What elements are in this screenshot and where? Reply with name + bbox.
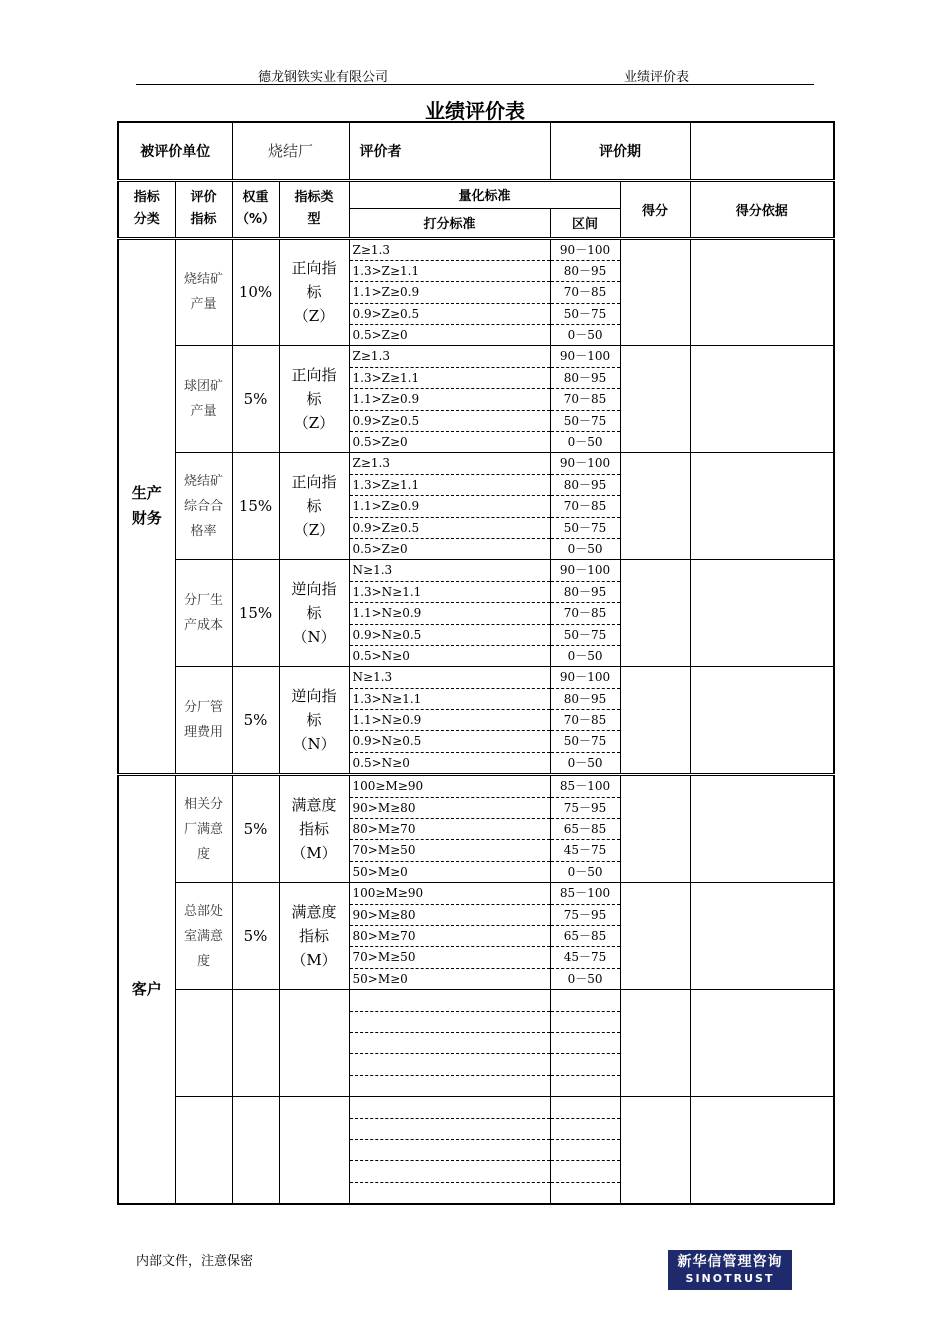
score-cell[interactable]: [620, 883, 690, 990]
basis-cell[interactable]: [690, 560, 834, 667]
col-category: 指标 分类: [118, 180, 175, 238]
standard-line: [350, 1140, 550, 1161]
indicator-type: 满意度 指标 （M）: [279, 775, 349, 883]
info-row: [118, 122, 834, 180]
range-line: 90－100: [551, 453, 620, 474]
weight-value: [232, 1097, 279, 1204]
standard-line: 1.3>Z≥1.1: [350, 261, 550, 282]
weight-value: 5%: [232, 883, 279, 990]
weight-value: 15%: [232, 560, 279, 667]
range-line: 80－95: [551, 689, 620, 710]
range-line: 75－95: [551, 798, 620, 819]
standard-line: 0.9>N≥0.5: [350, 625, 550, 646]
range-line: 80－95: [551, 475, 620, 496]
standard-line: [350, 1119, 550, 1140]
scoring-standard: [349, 990, 550, 1097]
range-line: [551, 1097, 620, 1118]
standard-line: 1.1>N≥0.9: [350, 603, 550, 624]
standard-line: [350, 1033, 550, 1054]
scoring-standard: [349, 238, 550, 346]
basis-cell[interactable]: [690, 775, 834, 883]
range-line: 85－100: [551, 883, 620, 904]
score-range: [550, 560, 620, 667]
evaluation-table: [117, 121, 835, 1205]
score-cell[interactable]: [620, 453, 690, 560]
scoring-standard: [349, 346, 550, 453]
range-line: 0－50: [567, 864, 603, 879]
range-line: 45－75: [551, 947, 620, 968]
score-cell[interactable]: [620, 775, 690, 883]
range-line: [551, 1033, 620, 1054]
range-line: 70－85: [551, 389, 620, 410]
standard-line: 0.5>Z≥0: [352, 328, 408, 343]
indicator-row: [118, 775, 834, 883]
standard-line: 1.1>N≥0.9: [350, 710, 550, 731]
weight-value: [232, 990, 279, 1097]
indicator-row: [118, 990, 834, 1097]
standard-line: Z≥1.3: [350, 453, 550, 474]
range-line: 90－100: [551, 346, 620, 367]
standard-line: N≥1.3: [350, 667, 550, 688]
score-range: [550, 453, 620, 560]
standard-line: Z≥1.3: [350, 346, 550, 367]
standard-line: 1.3>N≥1.1: [350, 689, 550, 710]
indicator-row: [118, 883, 834, 990]
score-range: [550, 1097, 620, 1204]
col-indicator: 评价 指标: [175, 180, 232, 238]
standard-line: 0.5>Z≥0: [352, 435, 408, 450]
indicator-row: [118, 1097, 834, 1204]
col-weight: 权重 （%）: [232, 180, 279, 238]
indicator-row: [118, 453, 834, 560]
indicator-type: 正向指 标 （Z）: [279, 238, 349, 346]
standard-line: 1.3>Z≥1.1: [350, 368, 550, 389]
indicator-type: 满意度 指标 （M）: [279, 883, 349, 990]
basis-cell[interactable]: [690, 453, 834, 560]
standard-line: 80>M≥70: [350, 926, 550, 947]
col-basis: 得分依据: [690, 180, 834, 238]
range-line: 50－75: [551, 625, 620, 646]
weight-value: 15%: [232, 453, 279, 560]
score-cell[interactable]: [620, 238, 690, 346]
range-line: [551, 1119, 620, 1140]
indicator-name: 烧结矿 综合合 格率: [175, 453, 232, 560]
range-line: 90－100: [551, 240, 620, 261]
indicator-type: 逆向指 标 （N）: [279, 667, 349, 775]
indicator-name: 分厂管 理费用: [175, 667, 232, 775]
indicator-row: [118, 238, 834, 346]
col-quant: 量化标准: [349, 180, 620, 208]
score-cell[interactable]: [620, 1097, 690, 1204]
basis-cell[interactable]: [690, 990, 834, 1097]
scoring-standard: [349, 453, 550, 560]
col-range: 区间: [550, 208, 620, 238]
basis-cell[interactable]: [690, 883, 834, 990]
range-line: 0－50: [567, 541, 603, 556]
weight-value: 5%: [232, 667, 279, 775]
indicator-name: [175, 1097, 232, 1204]
range-line: [551, 1054, 620, 1075]
header-doc-name: 业绩评价表: [624, 70, 690, 85]
standard-line: 90>M≥80: [350, 905, 550, 926]
basis-cell[interactable]: [690, 1097, 834, 1204]
standard-line: 0.9>Z≥0.5: [350, 411, 550, 432]
weight-value: 5%: [232, 775, 279, 883]
range-line: 90－100: [551, 560, 620, 581]
range-line: 50－75: [551, 518, 620, 539]
standard-line: 100≥M≥90: [350, 883, 550, 904]
score-cell[interactable]: [620, 346, 690, 453]
standard-line: 1.3>N≥1.1: [350, 582, 550, 603]
standard-line: 1.3>Z≥1.1: [350, 475, 550, 496]
standard-line: 100≥M≥90: [350, 776, 550, 797]
standard-line: 80>M≥70: [350, 819, 550, 840]
indicator-type: 正向指 标 （Z）: [279, 346, 349, 453]
unit-label: 被评价单位: [118, 122, 232, 180]
range-line: 75－95: [551, 905, 620, 926]
range-line: [551, 1183, 620, 1203]
range-line: [551, 1012, 620, 1033]
score-range: [550, 775, 620, 883]
indicator-name: 分厂生 产成本: [175, 560, 232, 667]
standard-line: 70>M≥50: [350, 840, 550, 861]
indicator-name: 烧结矿 产量: [175, 238, 232, 346]
unit-value[interactable]: 烧结厂: [232, 122, 349, 180]
range-line: 0－50: [567, 971, 603, 986]
score-cell[interactable]: [620, 560, 690, 667]
standard-line: [350, 1076, 550, 1096]
range-line: 65－85: [551, 926, 620, 947]
basis-cell[interactable]: [690, 667, 834, 775]
standard-line: [350, 1012, 550, 1033]
score-cell[interactable]: [620, 667, 690, 775]
header-rule: [136, 84, 814, 85]
standard-line: 50>M≥0: [352, 971, 408, 986]
standard-line: 0.9>Z≥0.5: [350, 304, 550, 325]
col-score: 得分: [620, 180, 690, 238]
basis-cell[interactable]: [690, 238, 834, 346]
standard-line: 0.9>Z≥0.5: [350, 518, 550, 539]
indicator-name: 总部处 室满意 度: [175, 883, 232, 990]
indicator-row: [118, 560, 834, 667]
score-range: [550, 238, 620, 346]
sinotrust-logo: 新华信管理咨询 SINOTRUST: [668, 1250, 792, 1290]
period-label: 评价期: [550, 122, 690, 180]
range-line: 50－75: [551, 731, 620, 752]
range-line: 70－85: [551, 603, 620, 624]
scoring-standard: [349, 883, 550, 990]
weight-value: 10%: [232, 238, 279, 346]
standard-line: Z≥1.3: [350, 240, 550, 261]
period-value[interactable]: [690, 122, 834, 180]
range-line: 0－50: [567, 648, 603, 663]
standard-line: [350, 1097, 550, 1118]
standard-line: N≥1.3: [350, 560, 550, 581]
standard-line: [350, 1183, 550, 1203]
range-line: 50－75: [551, 304, 620, 325]
standard-line: [350, 1054, 550, 1075]
standard-line: 0.5>N≥0: [352, 755, 410, 770]
indicator-row: [118, 667, 834, 775]
standard-line: 90>M≥80: [350, 798, 550, 819]
range-line: 85－100: [551, 776, 620, 797]
header-row-1: [118, 180, 834, 208]
weight-value: 5%: [232, 346, 279, 453]
footer-note: 内部文件，注意保密: [136, 1254, 254, 1269]
scoring-standard: [349, 667, 550, 775]
category-cell: 客户: [118, 775, 175, 1204]
range-line: 65－85: [551, 819, 620, 840]
standard-line: 0.9>N≥0.5: [350, 731, 550, 752]
range-line: 0－50: [567, 435, 603, 450]
range-line: 0－50: [567, 328, 603, 343]
page-title: 业绩评价表: [425, 99, 525, 123]
range-line: [551, 1076, 620, 1096]
basis-cell[interactable]: [690, 346, 834, 453]
standard-line: 0.5>Z≥0: [352, 541, 408, 556]
score-cell[interactable]: [620, 990, 690, 1097]
indicator-type: [279, 1097, 349, 1204]
range-line: 70－85: [551, 710, 620, 731]
range-line: [551, 1140, 620, 1161]
range-line: [551, 990, 620, 1011]
indicator-name: 球团矿 产量: [175, 346, 232, 453]
score-range: [550, 667, 620, 775]
range-line: 70－85: [551, 496, 620, 517]
indicator-type: [279, 990, 349, 1097]
indicator-type: 逆向指 标 （N）: [279, 560, 349, 667]
header-company: 德龙钢铁实业有限公司: [258, 70, 389, 85]
range-line: [551, 1161, 620, 1182]
standard-line: 70>M≥50: [350, 947, 550, 968]
score-range: [550, 346, 620, 453]
range-line: 0－50: [567, 755, 603, 770]
range-line: 70－85: [551, 282, 620, 303]
range-line: 80－95: [551, 261, 620, 282]
standard-line: 0.5>N≥0: [352, 648, 410, 663]
standard-line: 1.1>Z≥0.9: [350, 389, 550, 410]
score-range: [550, 883, 620, 990]
range-line: 45－75: [551, 840, 620, 861]
range-line: 50－75: [551, 411, 620, 432]
score-range: [550, 990, 620, 1097]
standard-line: [350, 1161, 550, 1182]
range-line: 80－95: [551, 582, 620, 603]
standard-line: 1.1>Z≥0.9: [350, 496, 550, 517]
indicator-row: [118, 346, 834, 453]
standard-line: 50>M≥0: [352, 864, 408, 879]
scoring-standard: [349, 775, 550, 883]
indicator-name: [175, 990, 232, 1097]
range-line: 90－100: [551, 667, 620, 688]
indicator-name: 相关分 厂满意 度: [175, 775, 232, 883]
scoring-standard: [349, 1097, 550, 1204]
evaluator-label: 评价者: [349, 122, 550, 180]
standard-line: [350, 990, 550, 1011]
col-type: 指标类 型: [279, 180, 349, 238]
col-standard: 打分标准: [349, 208, 550, 238]
scoring-standard: [349, 560, 550, 667]
range-line: 80－95: [551, 368, 620, 389]
category-cell: 生产 财务: [118, 238, 175, 775]
standard-line: 1.1>Z≥0.9: [350, 282, 550, 303]
indicator-type: 正向指 标 （Z）: [279, 453, 349, 560]
